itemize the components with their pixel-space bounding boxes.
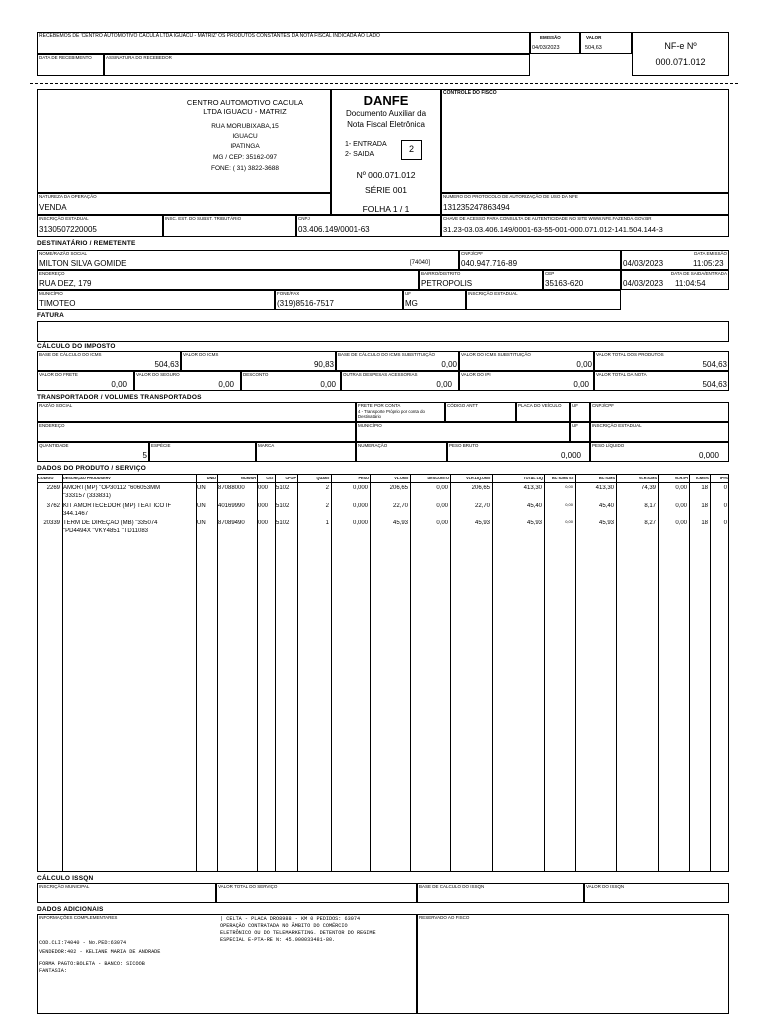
produto-cell-ncm: 87088000: [218, 485, 245, 491]
adicionais-info-label: INFORMAÇÕES COMPLEMENTARES: [39, 915, 118, 920]
adicionais-left-line: VENDEDOR:402 - KELIANE MARIA DE ANDRADE: [39, 949, 161, 955]
produto-cell-un: UN: [197, 485, 206, 491]
imp-v-nota-label: VALOR TOTAL DA NOTA: [596, 372, 647, 377]
ie-label: INSCRIÇÃO ESTADUAL: [39, 216, 89, 221]
dest-data-saida: 04/03/2023: [623, 279, 664, 288]
tr-peso-bruto-label: PESO BRUTO: [449, 443, 479, 448]
produtos-header-cell: PESO: [358, 476, 369, 480]
dest-uf-label: UF: [405, 291, 411, 296]
produto-cell-peso: 0,000: [352, 485, 368, 491]
produtos-column-line: [410, 474, 411, 872]
produto-cell-aipi: 0: [723, 485, 727, 491]
controle-fisco-label: CONTROLE DO FISCO: [443, 90, 497, 96]
produto-descricao: TERM DE DIREÇÃO (MB) "335074: [63, 520, 158, 526]
produtos-header-cell: CÓDIGO: [38, 476, 54, 480]
dest-municipio-label: MUNICÍPIO: [39, 291, 63, 296]
danfe-sub1: Documento Auxiliar da: [345, 109, 427, 118]
produto-cell-vunit: 22,70: [392, 503, 408, 509]
produto-cell-bc: 45,93: [598, 520, 614, 526]
tr-antt-label: CÓDIGO ANTT: [447, 403, 479, 408]
imp-frete: 0,00: [111, 380, 127, 389]
produto-cell-desc: 0,00: [436, 485, 448, 491]
produtos-column-line: [257, 474, 258, 872]
issqn-title: CÁLCULO ISSQN: [37, 875, 94, 882]
dest-data-emissao: 04/03/2023: [623, 259, 664, 268]
canhoto-valor-value: 504,63: [585, 45, 602, 51]
imp-v-icms-label: VALOR DO ICMS: [183, 352, 219, 357]
adicionais-reservado-label: RESERVADO AO FISCO: [419, 915, 470, 920]
produto-cell-total: 413,30: [523, 485, 542, 491]
produtos-column-line: [710, 474, 711, 872]
emitente-fone: FONE: ( 31) 3822-3688: [211, 165, 279, 172]
produto-cell-ncm: 40169990: [218, 503, 245, 509]
produto-cell-vunit: 206,65: [389, 485, 408, 491]
danfe-folha: FOLHA 1 / 1: [362, 204, 410, 214]
produto-cell-cod: 2269: [46, 485, 60, 491]
fatura-box: [37, 321, 729, 342]
produto-cell-total: 45,93: [526, 520, 542, 526]
imp-v-icms: 90,83: [313, 360, 334, 369]
produtos-column-line: [658, 474, 659, 872]
produto-cell-vipi: 0,00: [675, 520, 687, 526]
produtos-column-line: [575, 474, 576, 872]
adicionais-left-line: FORMA PAGTO:BOLETA - BANCO: SICOOB: [39, 961, 145, 967]
imp-desconto-label: DESCONTO: [243, 372, 269, 377]
dest-nome-label: NOME/RAZÃO SOCIAL: [39, 251, 88, 256]
produto-cell-vicms: 8,27: [644, 520, 656, 526]
produtos-header-cell: BC ICMS ST: [552, 476, 574, 480]
tr-qtd: 5: [142, 451, 147, 460]
protocolo-value: 131235247863494: [443, 203, 510, 212]
canhoto-nfe-numero: 000.071.012: [655, 57, 706, 67]
produtos-header-cell: IPI%: [719, 476, 728, 480]
natureza-label: NATUREZA DA OPERAÇÃO: [39, 194, 97, 199]
tr-ie-label: INSCRIÇÃO ESTADUAL: [592, 423, 642, 428]
produto-descricao: 344.1467: [63, 511, 89, 517]
produto-cell-cst: 000: [258, 485, 269, 491]
tr-razao-label: RAZÃO SOCIAL: [39, 403, 73, 408]
dest-endereco: RUA DEZ, 179: [39, 279, 92, 288]
dest-endereco-box: [37, 270, 419, 290]
produto-cell-cst: 000: [258, 520, 269, 526]
produto-cell-bcst: 0,00: [565, 503, 573, 507]
imposto-title: CÁLCULO DO IMPOSTO: [37, 343, 116, 350]
danfe-numero: Nº 000.071.012: [356, 170, 416, 180]
produtos-header-cell: DESCRIÇÃO PRODUSERV: [63, 476, 111, 480]
produto-cell-vipi: 0,00: [675, 485, 687, 491]
produto-cell-aicms: 18: [701, 503, 708, 509]
tr-municipio-box: [356, 422, 570, 442]
produto-cell-cfop: 5102: [276, 520, 290, 526]
tr-peso-liquido: 0,000: [698, 451, 719, 460]
canhoto-emissao-value: 04/03/2023: [532, 45, 560, 51]
issqn-v-serv-label: VALOR TOTAL DO SERVIÇO: [218, 884, 278, 889]
produto-cell-peso: 0,000: [352, 503, 368, 509]
produtos-header-cell: ICMS%: [696, 476, 709, 480]
imp-v-st: 0,00: [576, 360, 592, 369]
produto-cell-desc: 0,00: [436, 520, 448, 526]
dest-cnpj: 040.947.716-89: [461, 259, 518, 268]
dest-uf: MG: [405, 299, 418, 308]
adicionais-mid-line: | CELTA - PLACA DRO8988 - KM 0 PEDIDOS: 63074: [220, 916, 361, 922]
imp-v-prod-label: VALOR TOTAL DOS PRODUTOS: [596, 352, 664, 357]
dest-data-emissao-label: DATA EMISSÃO: [694, 251, 727, 256]
produto-descricao: "PD4494X "VKY4851 "TD11083: [63, 528, 148, 534]
cnpj-value: 03.406.149/0001-63: [298, 225, 370, 234]
canhoto-emissao-label: EMISSÃO: [540, 35, 561, 40]
natureza-value: VENDA: [39, 203, 67, 212]
imp-ipi-label: VALOR DO IPI: [461, 372, 491, 377]
canhoto-data-label: DATA DE RECEBIMENTO: [39, 55, 92, 60]
produto-descricao: AMORT(MP) "OP30112 "606053MM: [63, 485, 161, 491]
danfe-tipo: 2: [408, 144, 414, 154]
produto-descricao: KIT AMORTECEDOR (MP) TEAT ICO IF: [63, 503, 172, 509]
produto-descricao: "333157 (333831): [63, 493, 111, 499]
cnpj-label: CNPJ: [298, 216, 310, 221]
imp-bc-st: 0,00: [441, 360, 457, 369]
produtos-column-line: [297, 474, 298, 872]
produtos-title: DADOS DO PRODUTO / SERVIÇO: [37, 465, 146, 472]
imp-bc-icms: 504,63: [154, 360, 179, 369]
produtos-header-cell: VLR.ICMS: [638, 476, 657, 480]
produto-cell-ncm: 87089490: [218, 520, 245, 526]
imp-bc-st-label: BASE DE CÁLCULO DO ICMS SUBSTITUIÇÃO: [338, 352, 436, 357]
issqn-im-label: INSCRIÇÃO MUNICIPAL: [39, 884, 90, 889]
imp-outras: 0,00: [436, 380, 452, 389]
imp-v-nota: 504,63: [702, 380, 727, 389]
produto-cell-un: UN: [197, 503, 206, 509]
adicionais-title: DADOS ADICIONAIS: [37, 906, 104, 913]
chave-label: CHAVE DE ACESSO PARA CONSULTA DE AUTENTICIDADE NO SITE WWW.NFE.FAZENDA.GOV.BR: [443, 216, 652, 221]
produto-cell-aipi: 0: [723, 520, 727, 526]
produtos-column-line: [331, 474, 332, 872]
tr-placa-label: PLACA DO VEÍCULO: [518, 403, 562, 408]
tr-frete-valor2: Destinatário: [358, 414, 381, 419]
produtos-column-line: [616, 474, 617, 872]
produto-cell-vliq: 45,93: [474, 520, 490, 526]
emitente-cidade: IPATINGA: [230, 143, 260, 150]
protocolo-label: NUMERO DO PROTOCOLO DE AUTORIZAÇÃO DE USO DA NFE: [443, 194, 578, 199]
danfe-title: DANFE: [363, 93, 409, 108]
emitente-bairro: IGUACU: [232, 133, 258, 140]
tr-razao-box: [37, 402, 356, 422]
tr-uf2-label: UF: [572, 423, 578, 428]
tr-especie-label: ESPÉCIE: [151, 443, 171, 448]
transporte-title: TRANSPORTADOR / VOLUMES TRANSPORTADOS: [37, 394, 202, 401]
dest-nome: MILTON SILVA GOMIDE: [39, 259, 127, 268]
produtos-header-cell: QUANT: [316, 476, 330, 480]
imp-desconto: 0,00: [320, 380, 336, 389]
produto-cell-aipi: 0: [723, 503, 727, 509]
produtos-column-line: [217, 474, 218, 872]
adicionais-mid-line: OPERAÇÃO CONTRATADA NO ÂMBITO DO COMÉRCIO: [220, 923, 348, 929]
emitente-nome2: LTDA IGUACU - MATRIZ: [203, 107, 287, 116]
dest-cnpj-label: CNPJ/CPF: [461, 251, 484, 256]
tr-frete-valor1: 4 - Transporte Próprio por conta do: [358, 409, 425, 414]
dest-cep: 35163-620: [545, 279, 584, 288]
dest-ie-label: INSCRIÇÃO ESTADUAL: [468, 291, 518, 296]
imp-bc-icms-label: BASE DE CÁLCULO DO ICMS: [39, 352, 102, 357]
adicionais-reservado-box: [417, 914, 729, 1014]
produto-cell-bcst: 0,00: [565, 520, 573, 524]
produtos-column-line: [196, 474, 197, 872]
canhoto-nfe-label: NF-e Nº: [664, 41, 697, 51]
produto-cell-bc: 413,30: [595, 485, 614, 491]
adicionais-mid-line: ELETRÔNICO OU DO TELEMARKETING. DETENTOR DO REGIME: [220, 930, 376, 936]
produto-cell-qtd: 1: [325, 520, 329, 526]
tr-peso-bruto: 0,000: [560, 451, 581, 460]
produto-cell-aicms: 18: [701, 485, 708, 491]
dest-bairro: PETROPOLIS: [421, 279, 473, 288]
produto-cell-desc: 0,00: [436, 503, 448, 509]
adicionais-left-line: FANTASIA:: [39, 968, 68, 974]
produto-cell-vliq: 22,70: [474, 503, 490, 509]
produtos-header-cell: VLR.IPI: [674, 476, 688, 480]
dest-fone: (319)8516-7517: [277, 299, 334, 308]
produto-cell-bcst: 0,00: [565, 485, 573, 489]
produtos-column-line: [370, 474, 371, 872]
issqn-v-iss-label: VALOR DO ISSQN: [586, 884, 625, 889]
adicionais-left-line: COD.CLI:74040 - No.PED:63074: [39, 940, 127, 946]
produtos-header-cell: DESCONTO: [427, 476, 449, 480]
dest-hora-emissao: 11:05:23: [693, 259, 724, 268]
controle-fisco-box: [441, 89, 729, 193]
dest-codigo: [74040]: [410, 260, 431, 266]
tr-frete-label: FRETE POR CONTA: [358, 403, 401, 408]
produto-cell-vicms: 8,17: [644, 503, 656, 509]
produto-cell-cod: 20339: [43, 520, 60, 526]
produto-cell-cst: 000: [258, 503, 269, 509]
imp-v-prod: 504,63: [702, 360, 727, 369]
emitente-uf-cep: MG / CEP: 35162-097: [213, 154, 277, 161]
imp-ipi: 0,00: [573, 380, 589, 389]
dest-bairro-label: BAIRRO/DISTRITO: [421, 271, 461, 276]
produto-cell-qtd: 2: [325, 485, 329, 491]
produto-cell-vunit: 45,93: [392, 520, 408, 526]
produtos-header-cell: NCM/SH: [241, 476, 256, 480]
dest-cep-label: CEP: [545, 271, 555, 276]
produtos-header-cell: BC ICMS: [598, 476, 615, 480]
canhoto-recebemos-text: RECEBEMOS DE 'CENTRO AUTOMOTIVO CACULA LTDA IGUACU - MATRIZ' OS PRODUTOS CONSTANTES DA NOTA FISCAL INDICADA AO LADO: [39, 33, 380, 39]
produtos-header-cell: CFOP: [285, 476, 296, 480]
produtos-header-cell: VLR.LÍQ.UNIT: [466, 476, 491, 480]
produtos-column-line: [450, 474, 451, 872]
adicionais-mid-line: ESPECIAL E-PTA-RE N: 45.000033481-80.: [220, 937, 336, 943]
tr-marca-label: MARCA: [258, 443, 275, 448]
dest-municipio: TIMOTEO: [39, 299, 76, 308]
cut-line: [30, 83, 738, 84]
dest-fone-label: FONE/FAX: [277, 291, 300, 296]
imp-seguro-label: VALOR DO SEGURO: [136, 372, 180, 377]
produto-cell-total: 45,40: [526, 503, 542, 509]
ie-value: 3130507220005: [39, 225, 97, 234]
destinatario-title: DESTINATÁRIO / REMETENTE: [37, 240, 136, 247]
emitente-endereco: RUA MORUBIXABA,15: [211, 123, 279, 130]
imp-seguro: 0,00: [218, 380, 234, 389]
produto-cell-vliq: 206,65: [471, 485, 490, 491]
danfe-serie: SÉRIE 001: [364, 185, 408, 195]
produtos-column-line: [492, 474, 493, 872]
produtos-header-cell: VL.UNIT: [394, 476, 409, 480]
danfe-sub2: Nota Fiscal Eletrônica: [347, 120, 425, 129]
issqn-bc-label: BASE DE CALCULO DO ISSQN: [419, 884, 485, 889]
imp-outras-label: OUTRAS DESPESAS ACESSORIAS: [343, 372, 418, 377]
dest-endereco-label: ENDEREÇO: [39, 271, 65, 276]
canhoto-assinatura-label: ASSINATURA DO RECEBEDOR: [106, 55, 172, 60]
produto-cell-cod: 3762: [46, 503, 60, 509]
produtos-column-line: [275, 474, 276, 872]
tr-endereco-box: [37, 422, 356, 442]
dest-hora-saida: 11:04:54: [675, 279, 706, 288]
tr-uf-label: UF: [572, 403, 578, 408]
imp-frete-label: VALOR DO FRETE: [39, 372, 78, 377]
produtos-header-cell: TOTAL LÍQ: [523, 476, 543, 480]
tr-qtd-label: QUANTIDADE: [39, 443, 69, 448]
produto-cell-qtd: 2: [325, 503, 329, 509]
tr-cnpj-label: CNPJ/CPF: [592, 403, 615, 408]
produtos-header-cell: UNID: [206, 476, 216, 480]
chave-value: 31.23-03.03.406.149/0001-63-55-001-000.071.012-141.504.144-3: [443, 225, 663, 234]
produtos-column-line: [544, 474, 545, 872]
tr-peso-liquido-label: PESO LÍQUIDO: [592, 443, 625, 448]
fatura-title: FATURA: [37, 312, 65, 319]
produto-cell-peso: 0,000: [352, 520, 368, 526]
imp-v-st-label: VALOR DO ICMS SUBSTITUIÇÃO: [461, 352, 531, 357]
produto-cell-vipi: 0,00: [675, 503, 687, 509]
emitente-nome1: CENTRO AUTOMOTIVO CACULA: [186, 98, 304, 107]
danfe-entrada: 1- ENTRADA: [345, 141, 387, 148]
ie-st-label: INSC. EST. DO SUBST. TRIBUTÁRIO: [165, 216, 242, 221]
produtos-header-cell: CST: [266, 476, 274, 480]
produto-cell-un: UN: [197, 520, 206, 526]
produto-cell-cfop: 5102: [276, 503, 290, 509]
tr-endereco-label: ENDEREÇO: [39, 423, 65, 428]
produto-cell-aicms: 18: [701, 520, 708, 526]
dest-data-saida-label: DATA DE SAIDA/ENTRADA: [670, 271, 727, 276]
produtos-column-line: [689, 474, 690, 872]
canhoto-nfe-box: [632, 32, 729, 76]
produto-cell-vicms: 74,39: [640, 485, 656, 491]
produto-cell-bc: 45,40: [598, 503, 614, 509]
produto-cell-cfop: 5102: [276, 485, 290, 491]
canhoto-valor-label: VALOR: [586, 35, 602, 40]
tr-numeracao-label: NUMERAÇÃO: [358, 443, 388, 448]
tr-municipio-label: MUNICÍPIO: [358, 423, 382, 428]
danfe-saida: 2- SAIDA: [345, 151, 375, 158]
